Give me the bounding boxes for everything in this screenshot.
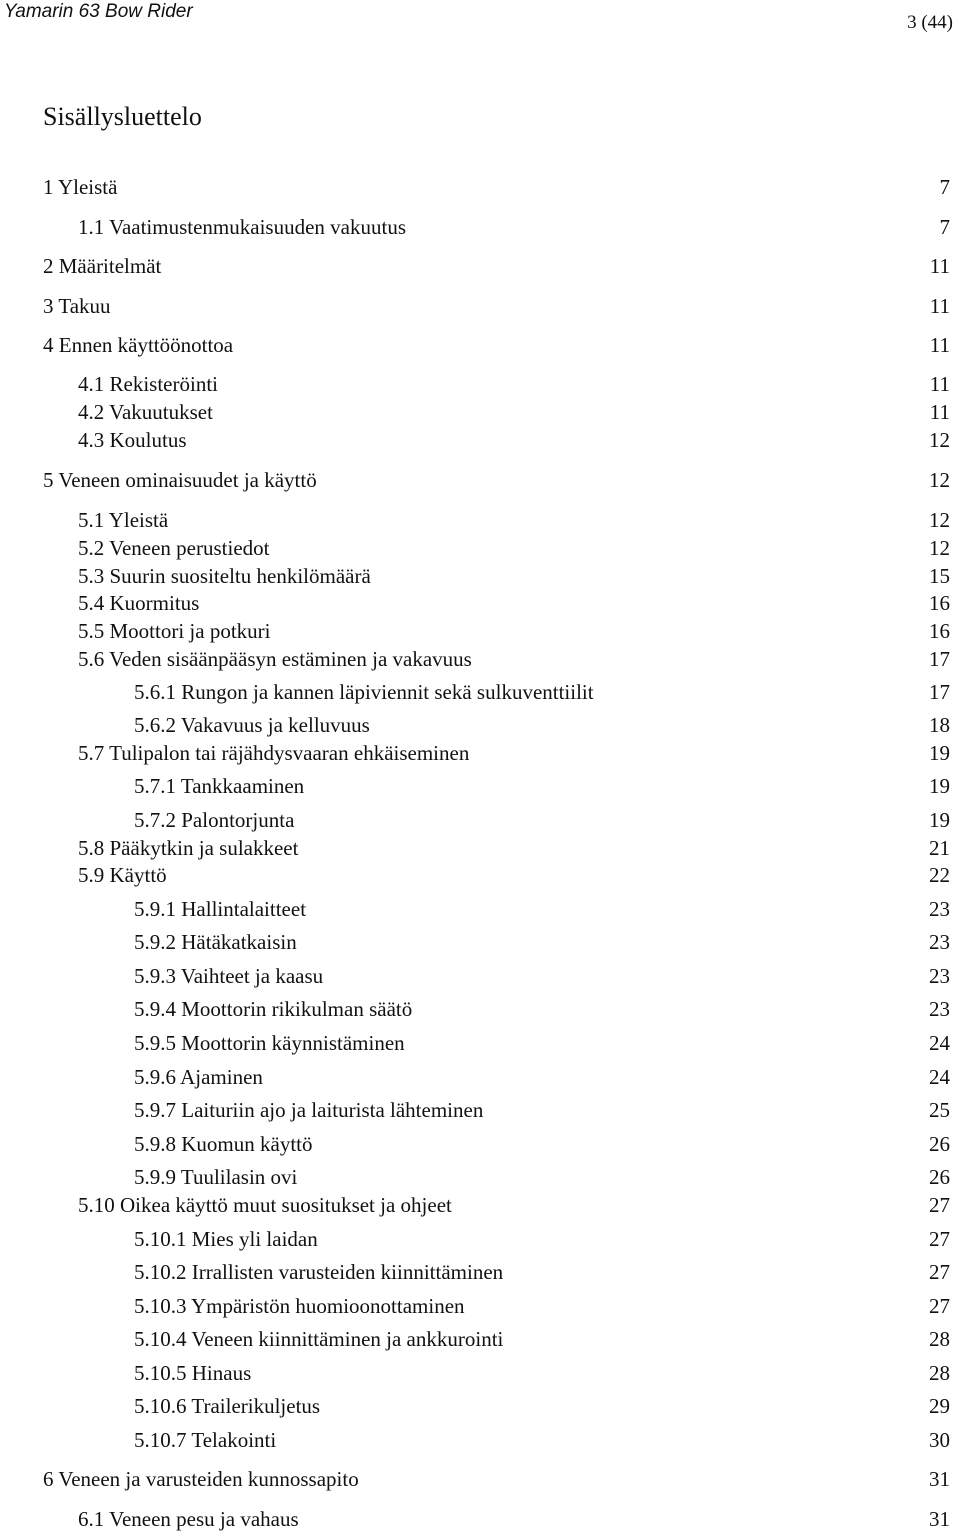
- toc-entry[interactable]: [0, 1393, 960, 1419]
- toc-entry[interactable]: [0, 427, 960, 453]
- toc-entry[interactable]: [0, 1192, 960, 1218]
- toc-entry-page: 19: [929, 808, 950, 832]
- toc-entry-label: 5.10 Oikea käyttö muut suositukset ja ohjeet: [78, 1193, 452, 1217]
- toc-entry-page: 24: [929, 1065, 950, 1089]
- toc-entry-label: 5.9.2 Hätäkatkaisin: [134, 930, 297, 954]
- toc-entry-page: 7: [939, 175, 950, 199]
- toc-entry-label: 5.6.1 Rungon ja kannen läpiviennit sekä sulkuventtiilit: [134, 680, 594, 704]
- toc-entry[interactable]: [0, 563, 960, 589]
- toc-entry[interactable]: [0, 399, 960, 425]
- toc-entry[interactable]: [0, 1360, 960, 1386]
- toc-entry-page: 30: [929, 1428, 950, 1452]
- toc-entry[interactable]: [0, 646, 960, 672]
- toc-entry-page: 11: [929, 400, 950, 424]
- toc-entry[interactable]: [0, 862, 960, 888]
- toc-entry-label: 6 Veneen ja varusteiden kunnossapito: [43, 1467, 359, 1491]
- toc-entry-label: 3 Takuu: [43, 294, 111, 318]
- toc-entry-label: 5.9.3 Vaihteet ja kaasu: [134, 964, 324, 988]
- toc-entry-page: 17: [929, 647, 950, 671]
- toc-entry[interactable]: [0, 293, 960, 319]
- toc-entry-page: 23: [929, 997, 950, 1021]
- toc-entry-page: 19: [929, 774, 950, 798]
- toc-entry[interactable]: [0, 1164, 960, 1190]
- toc-entry-page: 29: [929, 1394, 950, 1418]
- toc-entry[interactable]: [0, 590, 960, 616]
- toc-entry-label: 1.1 Vaatimustenmukaisuuden vakuutus: [78, 215, 406, 239]
- toc-entry-label: 5.6.2 Vakavuus ja kelluvuus: [134, 713, 370, 737]
- toc-entry-label: 5.9.8 Kuomun käyttö: [134, 1132, 313, 1156]
- toc-entry[interactable]: [0, 1064, 960, 1090]
- toc-entry-page: 11: [929, 254, 950, 278]
- toc-entry[interactable]: [0, 807, 960, 833]
- toc-entry-page: 28: [929, 1327, 950, 1351]
- toc-entry-page: 16: [929, 591, 950, 615]
- toc-entry-label: 5.8 Pääkytkin ja sulakkeet: [78, 836, 299, 860]
- toc-entry-label: 5.1 Yleistä: [78, 508, 169, 532]
- toc-entry-page: 31: [929, 1467, 950, 1491]
- toc-entry-page: 26: [929, 1165, 950, 1189]
- toc-entry[interactable]: [0, 618, 960, 644]
- toc-entry-label: 5.10.1 Mies yli laidan: [134, 1227, 318, 1251]
- toc-entry-page: 19: [929, 741, 950, 765]
- toc-entry[interactable]: [0, 929, 960, 955]
- toc-entry-label: 4.1 Rekisteröinti: [78, 372, 218, 396]
- toc-entry-page: 27: [929, 1294, 950, 1318]
- toc-entry-label: 4 Ennen käyttöönottoa: [43, 333, 234, 357]
- toc-entry-label: 5.9.6 Ajaminen: [134, 1065, 263, 1089]
- toc-entry-page: 25: [929, 1098, 950, 1122]
- toc-entry[interactable]: [0, 1293, 960, 1319]
- toc-entry[interactable]: [0, 467, 960, 493]
- toc-entry[interactable]: [0, 963, 960, 989]
- toc-entry-page: 11: [929, 333, 950, 357]
- toc-entry-label: 5.10.6 Trailerikuljetus: [134, 1394, 321, 1418]
- toc-entry-page: 22: [929, 863, 950, 887]
- toc-entry-page: 12: [929, 468, 950, 492]
- toc-entry[interactable]: [0, 535, 960, 561]
- toc-entry-label: 5.9.1 Hallintalaitteet: [134, 897, 307, 921]
- toc-entry[interactable]: [0, 1326, 960, 1352]
- toc-entry-label: 5.10.5 Hinaus: [134, 1361, 252, 1385]
- toc-entry-label: 5 Veneen ominaisuudet ja käyttö: [43, 468, 317, 492]
- toc-entry-label: 5.4 Kuormitus: [78, 591, 200, 615]
- toc-entry[interactable]: [0, 712, 960, 738]
- toc-entry-label: 5.7 Tulipalon tai räjähdysvaaran ehkäiseminen: [78, 741, 470, 765]
- toc-entry[interactable]: [0, 1226, 960, 1252]
- toc-entry-page: 11: [929, 372, 950, 396]
- toc-entry[interactable]: [0, 1427, 960, 1453]
- toc-entry[interactable]: [0, 1097, 960, 1123]
- toc-entry-page: 21: [929, 836, 950, 860]
- toc-entry-page: 27: [929, 1227, 950, 1251]
- toc-entry-label: 5.10.2 Irrallisten varusteiden kiinnittäminen: [134, 1260, 504, 1284]
- toc-entry[interactable]: [0, 835, 960, 861]
- toc-entry-label: 5.9.5 Moottorin käynnistäminen: [134, 1031, 405, 1055]
- toc-entry-label: 5.9.7 Laituriin ajo ja laiturista lähteminen: [134, 1098, 484, 1122]
- toc-entry[interactable]: [0, 253, 960, 279]
- toc-entry-label: 5.3 Suurin suositeltu henkilömäärä: [78, 564, 371, 588]
- toc-entry-label: 5.5 Moottori ja potkuri: [78, 619, 271, 643]
- page-number: 3 (44): [907, 12, 953, 33]
- toc-entry-page: 26: [929, 1132, 950, 1156]
- toc-entry-label: 1 Yleistä: [43, 175, 118, 199]
- toc-entry-label: 5.9 Käyttö: [78, 863, 167, 887]
- toc-entry-page: 12: [929, 428, 950, 452]
- toc-entry-label: 5.6 Veden sisäänpääsyn estäminen ja vakavuus: [78, 647, 472, 671]
- toc-entry[interactable]: [0, 1466, 960, 1492]
- toc-entry-page: 17: [929, 680, 950, 704]
- toc-entry[interactable]: [0, 1259, 960, 1285]
- toc-entry-page: 16: [929, 619, 950, 643]
- toc-entry-label: 2 Määritelmät: [43, 254, 162, 278]
- toc-entry-page: 12: [929, 536, 950, 560]
- toc-entry-label: 5.2 Veneen perustiedot: [78, 536, 270, 560]
- toc-entry-label: 4.3 Koulutus: [78, 428, 187, 452]
- toc-entry[interactable]: [0, 214, 960, 240]
- toc-entry-label: 5.9.4 Moottorin rikikulman säätö: [134, 997, 413, 1021]
- toc-entry-page: 31: [929, 1507, 950, 1531]
- toc-entry[interactable]: [0, 332, 960, 358]
- toc-entry-page: 23: [929, 897, 950, 921]
- toc-entry[interactable]: [0, 679, 960, 705]
- toc-entry[interactable]: [0, 1131, 960, 1157]
- toc-entry-label: 5.7.1 Tankkaaminen: [134, 774, 305, 798]
- toc-entry-page: 27: [929, 1193, 950, 1217]
- toc-entry-page: 24: [929, 1031, 950, 1055]
- toc-entry-page: 27: [929, 1260, 950, 1284]
- toc-entry-page: 23: [929, 930, 950, 954]
- toc-entry[interactable]: [0, 996, 960, 1022]
- toc-entry[interactable]: [0, 174, 960, 200]
- toc-entry[interactable]: [0, 773, 960, 799]
- toc-entry-page: 12: [929, 508, 950, 532]
- toc-entry-label: 5.7.2 Palontorjunta: [134, 808, 295, 832]
- toc-entry[interactable]: [0, 1506, 960, 1532]
- toc-entry[interactable]: [0, 1030, 960, 1056]
- toc-entry[interactable]: [0, 507, 960, 533]
- toc-entry[interactable]: [0, 740, 960, 766]
- document-title: Yamarin 63 Bow Rider: [4, 1, 193, 22]
- toc-entry[interactable]: [0, 371, 960, 397]
- toc-entry-label: 5.10.3 Ympäristön huomioonottaminen: [134, 1294, 465, 1318]
- toc-entry-label: 6.1 Veneen pesu ja vahaus: [78, 1507, 299, 1531]
- toc-entry-page: 18: [929, 713, 950, 737]
- toc-title: Sisällysluettelo: [43, 102, 202, 131]
- toc-entry-page: 11: [929, 294, 950, 318]
- toc-entry-page: 7: [939, 215, 950, 239]
- toc-entry-label: 4.2 Vakuutukset: [78, 400, 213, 424]
- toc-entry[interactable]: [0, 896, 960, 922]
- toc-entry-page: 15: [929, 564, 950, 588]
- toc-entry-label: 5.10.4 Veneen kiinnittäminen ja ankkurointi: [134, 1327, 504, 1351]
- toc-entry-page: 23: [929, 964, 950, 988]
- toc-entry-page: 28: [929, 1361, 950, 1385]
- toc-entry-label: 5.9.9 Tuulilasin ovi: [134, 1165, 298, 1189]
- toc-entry-label: 5.10.7 Telakointi: [134, 1428, 277, 1452]
